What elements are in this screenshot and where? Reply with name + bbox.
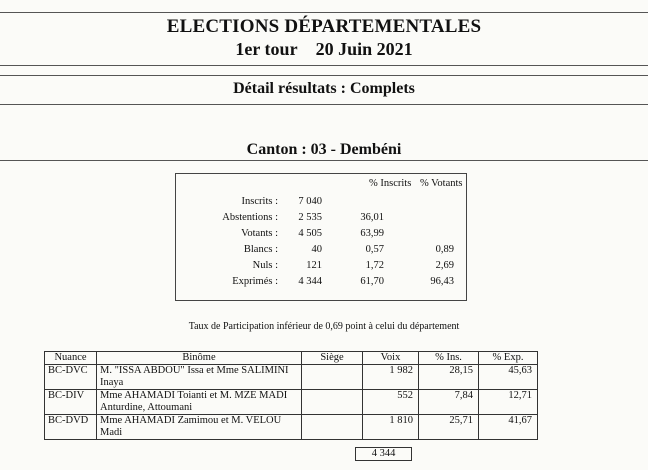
stat-row-abstentions <box>176 212 466 228</box>
cell-nuance: BC-DVC <box>45 365 97 390</box>
round-label: 1er tour <box>235 39 298 59</box>
detail-heading: Détail résultats : Complets <box>233 80 415 97</box>
turnout-stats-box <box>175 173 467 301</box>
stat-row-votants <box>176 228 466 244</box>
stat-value: 2 535 <box>298 212 322 223</box>
stat-label: Inscrits : <box>241 196 278 207</box>
cell-pct-exp: 45,63 <box>479 365 538 390</box>
stat-label: Abstentions : <box>222 212 278 223</box>
col-pct-votants: % Votants <box>420 178 463 189</box>
stat-pct-votants: 0,89 <box>435 244 454 255</box>
stat-row-blancs <box>176 244 466 260</box>
cell-pct-exp: 41,67 <box>479 415 538 440</box>
rule-under-title <box>0 65 648 66</box>
canton-heading: Canton : 03 - Dembéni <box>246 141 402 158</box>
rule-detail-bottom <box>0 104 648 105</box>
stat-value: 4 505 <box>298 228 322 239</box>
stat-value: 7 040 <box>298 196 322 207</box>
header-pct-ins: % Ins. <box>419 352 479 365</box>
header-pct-exp: % Exp. <box>479 352 538 365</box>
document-title: ELECTIONS DÉPARTEMENTALES <box>166 16 482 37</box>
col-pct-inscrits: % Inscrits <box>369 178 412 189</box>
total-voix: 4 344 <box>355 447 412 461</box>
cell-binome: Mme AHAMADI Toianti et M. MZE MADI Anturdine, Attoumani <box>97 390 302 415</box>
stat-value: 121 <box>306 260 322 271</box>
cell-nuance: BC-DVD <box>45 415 97 440</box>
stat-label: Exprimés : <box>232 276 278 287</box>
stat-value: 4 344 <box>298 276 322 287</box>
cell-voix: 1 810 <box>363 415 419 440</box>
stat-pct-inscrits: 63,99 <box>360 228 384 239</box>
stat-label: Nuls : <box>252 260 278 271</box>
cell-pct-exp: 12,71 <box>479 390 538 415</box>
rule-top <box>0 12 648 13</box>
cell-voix: 1 982 <box>363 365 419 390</box>
cell-binome: M. "ISSA ABDOU" Issa et Mme SALIMINI Inaya <box>97 365 302 390</box>
cell-siege <box>302 390 363 415</box>
cell-binome: Mme AHAMADI Zamimou et M. VELOU Madi <box>97 415 302 440</box>
header-voix: Voix <box>363 352 419 365</box>
stat-pct-inscrits: 36,01 <box>360 212 384 223</box>
cell-pct-ins: 25,71 <box>419 415 479 440</box>
table-row <box>45 365 538 390</box>
cell-nuance: BC-DIV <box>45 390 97 415</box>
stat-pct-inscrits: 1,72 <box>365 260 384 271</box>
stat-label: Votants : <box>241 228 278 239</box>
stat-value: 40 <box>311 244 322 255</box>
header-nuance: Nuance <box>45 352 97 365</box>
round-line <box>0 39 648 60</box>
stat-pct-votants: 96,43 <box>430 276 454 287</box>
table-row <box>45 415 538 440</box>
cell-pct-ins: 28,15 <box>419 365 479 390</box>
rule-detail-top <box>0 75 648 76</box>
cell-pct-ins: 7,84 <box>419 390 479 415</box>
header-binome: Binôme <box>97 352 302 365</box>
results-header-row <box>45 352 538 365</box>
election-date: 20 Juin 2021 <box>315 39 413 59</box>
stat-row-exprimes <box>176 276 466 292</box>
results-table <box>44 351 538 440</box>
table-row <box>45 390 538 415</box>
stat-pct-votants: 2,69 <box>435 260 454 271</box>
stat-label: Blancs : <box>243 244 278 255</box>
cell-voix: 552 <box>363 390 419 415</box>
cell-siege <box>302 415 363 440</box>
stat-row-inscrits <box>176 196 466 212</box>
participation-note: Taux de Participation inférieur de 0,69 point à celui du département <box>188 321 460 332</box>
stat-pct-inscrits: 0,57 <box>365 244 384 255</box>
cell-siege <box>302 365 363 390</box>
stat-pct-inscrits: 61,70 <box>360 276 384 287</box>
stat-row-nuls <box>176 260 466 276</box>
rule-canton <box>0 160 648 161</box>
header-siege: Siège <box>302 352 363 365</box>
